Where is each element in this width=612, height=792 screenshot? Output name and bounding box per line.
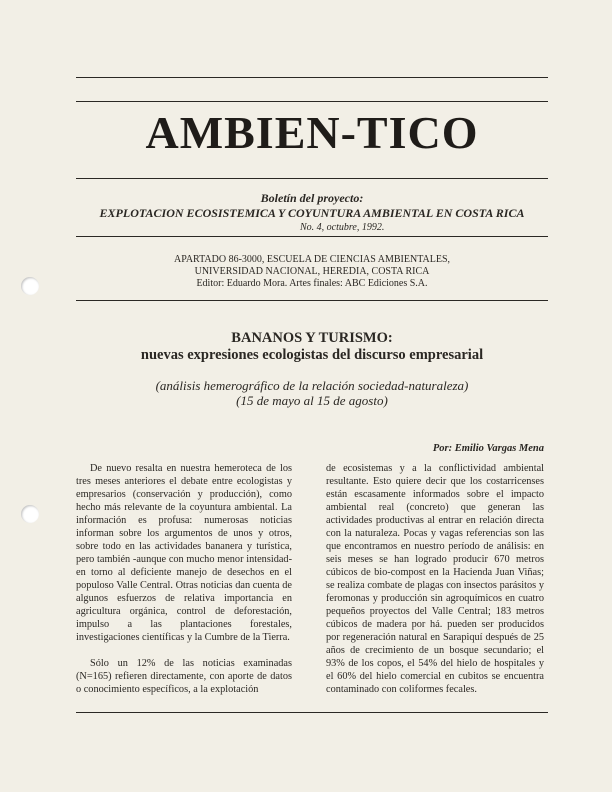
top-rule [76,77,548,78]
address-block [60,254,564,290]
article-title: BANANOS Y TURISMO: [231,330,393,346]
text-column-left [76,462,292,696]
bulletin-label: Boletín del proyecto: [260,191,364,205]
bulletin-rule [76,236,548,237]
punch-hole-bottom [21,505,39,523]
bottom-rule [76,712,548,713]
paragraph: De nuevo resalta en nuestra hemeroteca de los tres meses anteriores el debate entre ecologistas y empresarios (conservación y producción), como hecho más relevante de la coyuntura ambiental. La información es profusa: numerosas noticias informan sobre los argumentos de unos y otros, sobre todo en las actividades bananera y turística, pero también -aunque con mucho menor intensidad- en torno al deficiente manejo de desechos en el populoso Valle Central. Otras noticias dan cuenta de algunos esfuerzos de relativa importancia en agricultura orgánica, control de deforestación, impulso a las plantaciones forestales, investigaciones científicas y la Cumbre de la Tierra. [76,463,292,643]
punch-hole-top [21,277,39,295]
byline: Por: Emilio Vargas Mena [432,443,544,454]
masthead-bottom-rule [76,178,548,179]
article-note-1: (análisis hemerográfico de la relación sociedad-naturaleza) [155,378,469,393]
text-column-right [326,462,544,696]
paragraph: Sólo un 12% de las noticias examinadas (N=165) refieren directamente, con aporte de datos o conocimiento específicos, a la explotación [76,658,292,695]
article-note-2: (15 de mayo al 15 de agosto) [236,393,388,408]
project-title: EXPLOTACION ECOSISTEMICA Y COYUNTURA AMBIENTAL EN COSTA RICA [99,206,525,220]
masthead-title: AMBIEN-TICO [145,107,479,158]
masthead-underline [76,101,548,102]
address-line-1: APARTADO 86-3000, ESCUELA DE CIENCIAS AMBIENTALES, [173,254,451,265]
issue-info: No. 4, octubre, 1992. [300,222,385,233]
address-line-2: UNIVERSIDAD NACIONAL, HEREDIA, COSTA RICA [194,266,430,277]
paragraph: de ecosistemas y a la conflictividad ambiental resultante. Esto quiere decir que los costarricenses están escasamente informados sobre el impacto ambiental real (concreto) que generan las actividades productivas al entrar en relación directa con la naturaleza. Pocas y vagas referencias son las que encontramos en nuestro período de análisis: en seis meses se han logrado producir 670 metros cúbicos de bio-compost en la Hacienda Juan Viñas; se realiza combate de plagas con insectos parásitos y feromonas y producción sin agroquímicos en cuatro pequeños proyectos del Valle Central; 183 metros cúbicos de madera por há. pueden ser producidos por regeneración natural en Sarapiquí después de 25 años de crecimiento de un bosque secundario; el 93% de los copos, el 54% del hielo de hospitales y el 60% del hielo comercial en cubitos se encuentra contaminado con coliformes fecales. [326,463,544,695]
editor-credits: Editor: Eduardo Mora. Artes finales: ABC Ediciones S.A. [196,278,428,289]
address-rule [76,300,548,301]
article-subtitle: nuevas expresiones ecologistas del discurso empresarial [140,347,484,363]
